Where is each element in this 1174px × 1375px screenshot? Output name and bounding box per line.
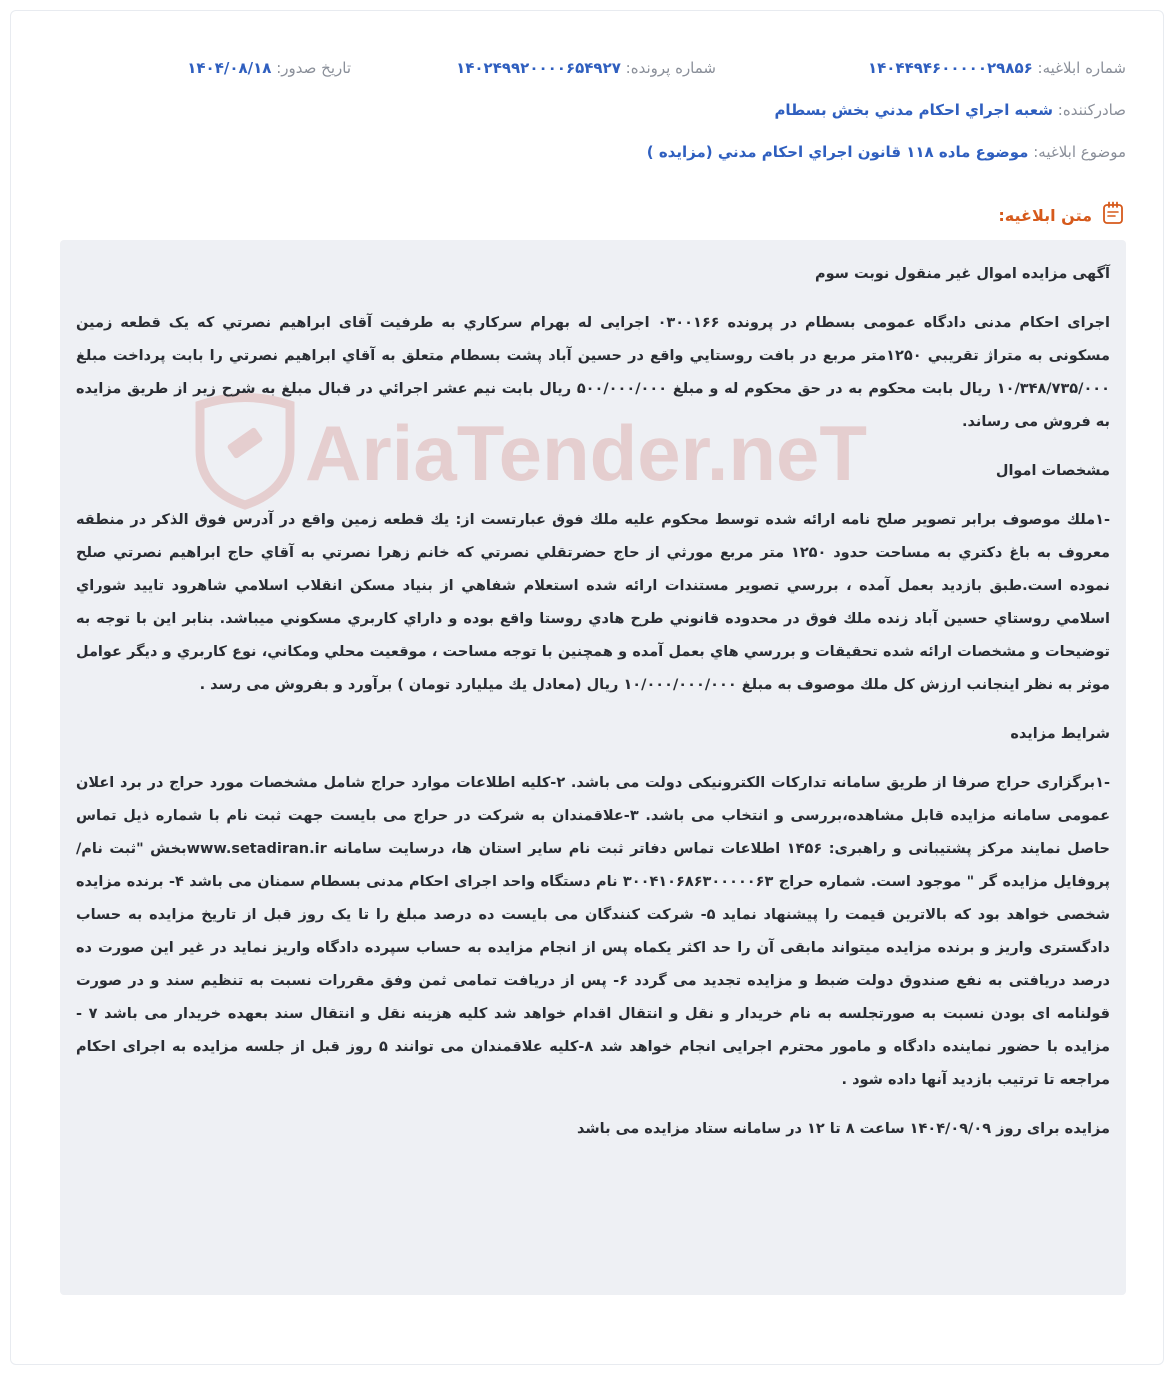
note-icon [1100,200,1126,230]
issuer-row [48,101,1126,119]
issue-date-value: ۱۴۰۴/۰۸/۱۸ [187,59,272,77]
auction-terms-heading: شرایط مزایده [1010,726,1110,742]
notice-number-label: شماره ابلاغیه: [1037,59,1126,77]
notice-intro-paragraph: اجرای احکام مدنی دادگاه عمومی بسطام در پرونده ۰۳۰۰۱۶۶ اجرایی له بهرام سركاري به طرفیت آقای ابراهیم نصرتي كه یک قطعه زمین مسکونی به متراژ تقريبي ۱۲۵۰متر مربع در بافت روستايي واقع در حسين آباد پشت بسطام متعلق به آقاي ابراهيم نصرتي را بابت پرداخت مبلغ ۱۰/۳۴۸/۷۳۵/۰۰۰ ریال بابت محکوم به در حق محکوم له و مبلغ ۵۰۰/۰۰۰/۰۰۰ ریال بابت نیم عشر اجرائي در قبال مبلغ به شرح زیر از طریق مزایده به فروش می رساند. [76,315,1111,430]
watermark-text: AriaTender.neT [305,409,868,497]
property-spec-heading: مشخصات اموال [995,463,1110,479]
notice-body-text [76,258,1110,1162]
subject-label: موضوع ابلاغیه: [1033,143,1126,161]
case-number-label: شماره پرونده: [625,59,716,77]
notice-heading: آگهی مزایده اموال غیر منقول نوبت سوم [814,266,1110,282]
notice-number-value: ۱۴۰۴۴۹۴۶۰۰۰۰۰۲۹۸۵۶ [867,59,1033,77]
issue-date [187,59,351,77]
issuer-label: صادرکننده: [1057,101,1126,119]
subject-value: موضوع ماده ۱۱۸ قانون اجراي احکام مدني (مزايده ) [646,143,1029,161]
property-spec-paragraph: -۱ملك موصوف برابر تصوير صلح نامه ارائه شده توسط محكوم عليه ملك فوق عبارتست از: يك قطعه زمين واقع در آدرس فوق الذكر در منطقه معروف به باغ دكتري به مساحت حدود ۱۲۵۰ متر مربع مورثي از حاج حضرتقلي نصرتي كه خانم زهرا نصرتي به آقاي حاج ابراهيم نصرتي صلح نموده است.طبق بازديد بعمل آمده ، بررسي تصوير مستندات ارائه شده استعلام شفاهي از بنياد مسكن انقلاب اسلامي شاهرود تاييد شوراي اسلامي روستاي حسين آباد زنده ملك فوق در محدوده قانوني طرح هادي روستا واقع بوده و داراي كاربري مسكوني ميباشد. بنابر اين با توجه به توضيحات و مشخصات ارائه شده تحقيقات و بررسي هاي بعمل آمده و همچنين با توجه مساحت ، موقعيت محلي ومكاني، نوع كاربري و ديگر عوامل موثر به نظر اينجانب ارزش كل ملك موصوف به مبلغ ۱۰/۰۰۰/۰۰۰/۰۰۰ ريال (معادل يك ميليارد تومان ) برآورد و بفروش می رسد . [76,512,1110,693]
section-title [998,200,1126,230]
auction-terms-paragraph: -۱برگزاری حراج صرفا از طریق سامانه تدارکات الکترونیکی دولت می باشد. ۲-کلیه اطلاعات موارد حراج شامل مشخصات مورد حراج در برد اعلان عمومی سامانه مزایده قابل مشاهده،بررسی و انتخاب می باشد. ۳-علاقمندان به شرکت در حراج می بایست جهت ثبت نام با شماره ذیل تماس حاصل نمایند مرکز پشتیبانی و راهبری: ۱۴۵۶ اطلاعات تماس دفاتر ثبت نام سایر استان ها، درسایت سامانه www.setadiran.irبخش "ثبت نام/پروفایل مزایده گر " موجود است. شماره حراج ۳۰۰۴۱۰۶۸۶۳۰۰۰۰۰۶۳ نام دستگاه واحد اجرای احکام مدنی بسطام سمنان می باشد ۴- برنده مزایده شخصی خواهد بود که بالاترین قیمت را پیشنهاد نماید ۵- شرکت کنندگان می بایست ده درصد مبلغ را تا یک روز قبل از تاریخ مزایده به حساب دادگستری واریز و برنده مزایده میتواند مابقی آن را حد اکثر یکماه پس از انجام مزایده به حساب سپرده دادگاه واریز نماید در غیر این صورت ده درصد دریافتی به نفع صندوق دولت ضبط و مزایده تجدید می گردد ۶- پس از دریافت تمامی ثمن وفق مقررات نسبت به تنظیم سند و در صورت قولنامه ای بودن نسبت به صورتجلسه به نام خریدار و نقل و انتقال اقدام خواهد شد کلیه هزینه نقل و انتقال سند بعهده خریدار می باشد ۷ - مزایده با حضور نماینده دادگاه و مامور محترم اجرایی انجام خواهد شد ۸-کلیه علاقمندان می توانند ۵ روز قبل از جلسه مزایده به اجرای احکام مراجعه تا ترتیب بازدید آنها داده شود . [76,775,1110,1088]
issue-date-label: تاریخ صدور: [276,59,351,77]
case-number-value: ۱۴۰۲۴۹۹۲۰۰۰۰۶۵۴۹۲۷ [456,59,621,77]
issuer-value: شعبه اجراي احکام مدني بخش بسطام [774,101,1053,119]
notice-number [868,59,1126,77]
header-meta-row [48,59,1126,81]
subject-row [48,143,1126,161]
section-title-text: متن ابلاغیه: [998,205,1092,225]
notice-body-box [60,240,1126,1295]
case-number [456,59,716,77]
auction-date-paragraph: مزایده برای روز ۱۴۰۴/۰۹/۰۹ ساعت ۸ تا ۱۲ در سامانه ستاد مزایده می باشد [577,1121,1110,1137]
